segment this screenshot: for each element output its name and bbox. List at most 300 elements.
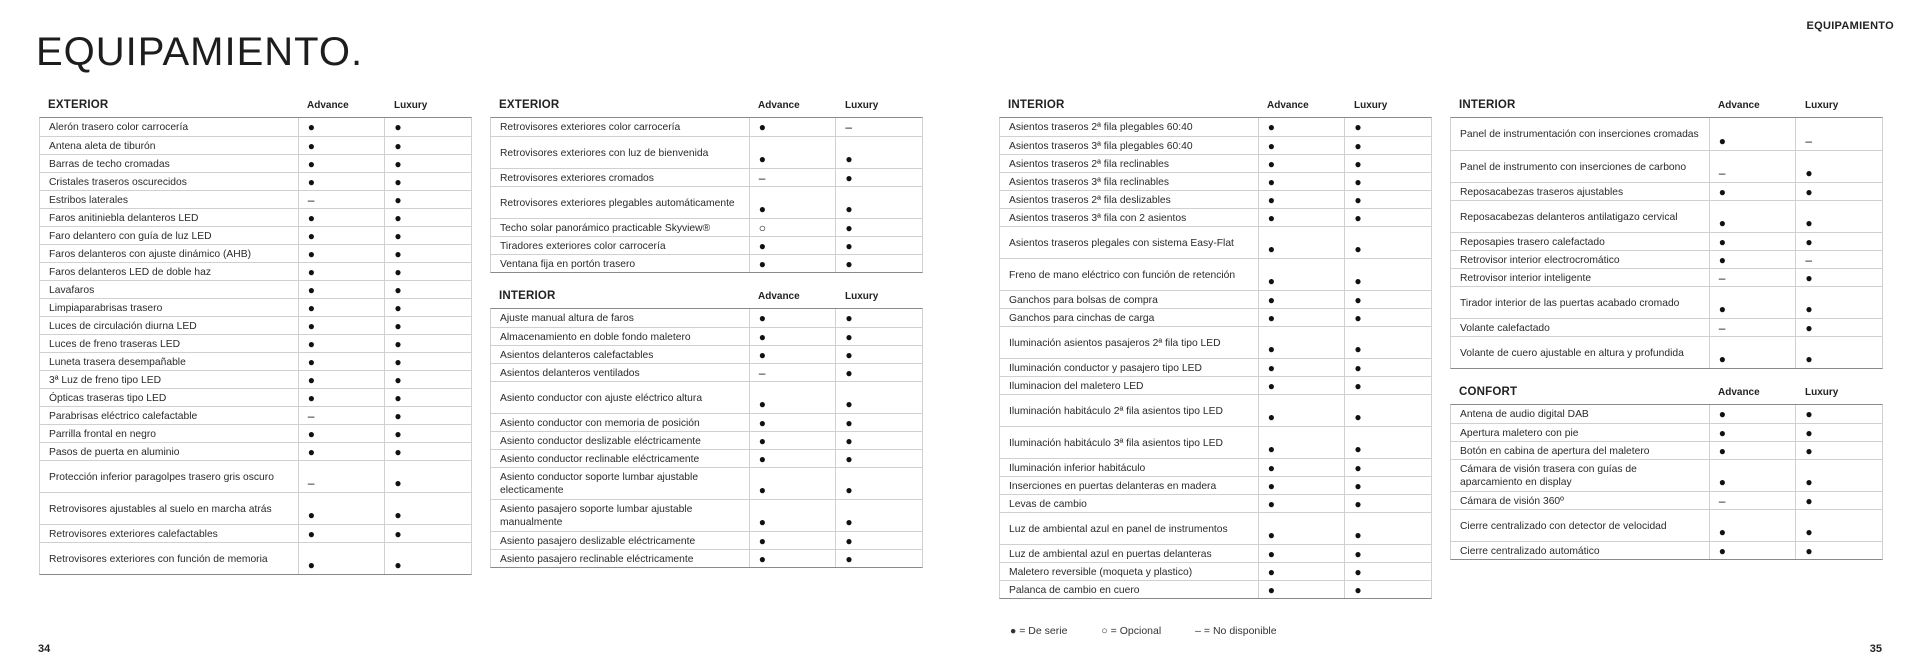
- advance-value: ●: [749, 187, 836, 218]
- feature-name: Iluminación asientos pasajeros 2ª fila tipo LED: [1009, 337, 1221, 349]
- advance-value: ●: [298, 425, 385, 442]
- advance-value: ●: [298, 137, 385, 154]
- advance-value: ●: [1709, 460, 1796, 491]
- feature-name: Asientos traseros 3ª fila reclinables: [1009, 176, 1170, 188]
- luxury-value: ●: [1795, 510, 1882, 541]
- advance-value: ●: [298, 209, 385, 226]
- luxury-value: ●: [1344, 495, 1431, 512]
- luxury-value: ●: [1344, 395, 1431, 426]
- advance-value: ●: [1709, 405, 1796, 423]
- luxury-value: ●: [1344, 477, 1431, 494]
- advance-value: ●: [1258, 137, 1345, 154]
- table-row: [1451, 441, 1882, 459]
- table-row: [1451, 286, 1882, 318]
- advance-value: ●: [298, 493, 385, 524]
- feature-name: Asientos traseros 2ª fila deslizables: [1009, 194, 1171, 206]
- luxury-value: ●: [384, 155, 471, 172]
- table-row: [1000, 308, 1431, 326]
- feature-name: Luces de circulación diurna LED: [49, 320, 197, 332]
- legend-standard: ● = De serie: [1010, 625, 1068, 637]
- luxury-value: ●: [1795, 233, 1882, 250]
- feature-name: Lavafaros: [49, 284, 95, 296]
- spec-section-interior: [1450, 95, 1883, 369]
- table-row: [1000, 154, 1431, 172]
- feature-name: Asiento pasajero deslizable eléctricamente: [500, 535, 696, 547]
- table-row: [1000, 562, 1431, 580]
- table-row: [1000, 118, 1431, 136]
- table-row: [40, 280, 471, 298]
- luxury-value: ●: [1795, 201, 1882, 232]
- feature-name: Cierre centralizado automático: [1460, 545, 1600, 557]
- feature-name: Tiradores exteriores color carrocería: [500, 240, 666, 252]
- feature-name: Ajuste manual altura de faros: [500, 313, 634, 324]
- advance-value: ●: [1258, 477, 1345, 494]
- spec-table: [39, 117, 472, 575]
- feature-name: Asiento conductor deslizable eléctricamente: [500, 435, 701, 447]
- luxury-value: ●: [835, 364, 922, 381]
- advance-value: ●: [1258, 227, 1345, 258]
- section-header-row: [490, 95, 923, 115]
- luxury-value: ●: [835, 328, 922, 345]
- section-header-row: [39, 95, 472, 115]
- table-row: [1000, 476, 1431, 494]
- luxury-value: ●: [384, 493, 471, 524]
- advance-value: ●: [298, 263, 385, 280]
- table-row: [491, 254, 922, 272]
- section-header-row: [1450, 95, 1883, 115]
- luxury-value: ●: [384, 209, 471, 226]
- table-row: [491, 363, 922, 381]
- advance-value: ●: [298, 335, 385, 352]
- feature-name: Asientos traseros 3ª fila con 2 asientos: [1009, 212, 1187, 224]
- advance-value: ●: [1709, 287, 1796, 318]
- column-header-advance: Advance: [307, 99, 349, 111]
- feature-name: Cristales traseros oscurecidos: [49, 176, 187, 188]
- advance-value: ●: [1258, 495, 1345, 512]
- feature-name: Cierre centralizado con detector de velocidad: [1460, 520, 1667, 532]
- table-row: [491, 549, 922, 567]
- feature-name: Faros anitiniebla delanteros LED: [49, 212, 199, 224]
- feature-name: Iluminacion del maletero LED: [1009, 380, 1144, 392]
- advance-value: –: [298, 461, 385, 492]
- table-row: [491, 327, 922, 345]
- column-header-luxury: Luxury: [845, 290, 879, 302]
- table-row: [491, 236, 922, 254]
- luxury-value: –: [1795, 251, 1882, 268]
- column-header-advance: Advance: [1267, 99, 1309, 111]
- advance-value: –: [298, 407, 385, 424]
- advance-value: ●: [1709, 424, 1796, 441]
- feature-name: Ganchos para bolsas de compra: [1009, 294, 1158, 306]
- feature-name: Palanca de cambio en cuero: [1009, 584, 1140, 596]
- advance-value: ●: [1258, 155, 1345, 172]
- section-title: INTERIOR: [1008, 99, 1065, 111]
- advance-value: ●: [749, 328, 836, 345]
- luxury-value: ●: [835, 237, 922, 254]
- feature-name: Asiento conductor reclinable eléctricamente: [500, 453, 700, 465]
- advance-value: ●: [1258, 513, 1345, 544]
- page-number-left: 34: [38, 643, 51, 655]
- table-row: [1451, 509, 1882, 541]
- advance-value: ●: [1258, 395, 1345, 426]
- feature-name: Luz de ambiental azul en panel de instrumentos: [1009, 523, 1228, 535]
- table-row: [40, 190, 471, 208]
- advance-value: ●: [298, 173, 385, 190]
- luxury-value: ●: [835, 255, 922, 272]
- luxury-value: –: [1795, 118, 1882, 150]
- table-row: [1451, 118, 1882, 150]
- table-row: [1000, 258, 1431, 290]
- feature-name: Apertura maletero con pie: [1460, 427, 1579, 439]
- luxury-value: ●: [384, 543, 471, 574]
- table-row: [40, 226, 471, 244]
- spec-table: [490, 308, 923, 568]
- luxury-value: ●: [835, 432, 922, 449]
- table-row: [1451, 250, 1882, 268]
- feature-name: Asiento pasajero soporte lumbar ajustable manualmente: [500, 504, 693, 528]
- column-header-luxury: Luxury: [1805, 386, 1839, 398]
- advance-value: –: [1709, 269, 1796, 286]
- advance-value: ●: [1258, 581, 1345, 598]
- column-header-advance: Advance: [758, 99, 800, 111]
- advance-value: ●: [1709, 542, 1796, 559]
- table-row: [1451, 423, 1882, 441]
- table-row: [491, 186, 922, 218]
- feature-name: Tirador interior de las puertas acabado cromado: [1460, 297, 1680, 309]
- advance-value: ●: [1258, 327, 1345, 358]
- luxury-value: ●: [1795, 183, 1882, 200]
- feature-name: Limpiaparabrisas trasero: [49, 302, 163, 314]
- luxury-value: ●: [384, 425, 471, 442]
- luxury-value: ●: [835, 187, 922, 218]
- luxury-value: ●: [1795, 151, 1882, 182]
- feature-name: Retrovisores ajustables al suelo en marcha atrás: [49, 503, 272, 515]
- table-row: [1451, 541, 1882, 559]
- feature-name: Antena aleta de tiburón: [49, 140, 156, 152]
- advance-value: ○: [749, 219, 836, 236]
- table-row: [491, 309, 922, 327]
- feature-name: Iluminación habitáculo 3ª fila asientos tipo LED: [1009, 437, 1223, 449]
- spec-column-2: [490, 95, 923, 581]
- table-row: [1451, 200, 1882, 232]
- luxury-value: ●: [1795, 405, 1882, 423]
- luxury-value: ●: [1344, 209, 1431, 226]
- luxury-value: ●: [1344, 513, 1431, 544]
- advance-value: –: [1709, 492, 1796, 509]
- feature-name: Iluminación inferior habitáculo: [1009, 462, 1146, 474]
- advance-value: ●: [298, 317, 385, 334]
- spec-section-exterior: [490, 95, 923, 273]
- table-row: [1451, 459, 1882, 491]
- table-row: [1000, 326, 1431, 358]
- advance-value: ●: [749, 468, 836, 499]
- feature-name: Parrilla frontal en negro: [49, 428, 157, 440]
- advance-value: ●: [1709, 183, 1796, 200]
- table-row: [40, 262, 471, 280]
- feature-name: Volante de cuero ajustable en altura y profundida: [1460, 347, 1684, 359]
- legend-not-available: – = No disponible: [1195, 625, 1277, 637]
- luxury-value: ●: [1344, 173, 1431, 190]
- luxury-value: ●: [835, 219, 922, 236]
- advance-value: ●: [749, 382, 836, 413]
- advance-value: ●: [749, 237, 836, 254]
- luxury-value: ●: [384, 461, 471, 492]
- feature-name: Retrovisores exteriores color carrocería: [500, 122, 681, 133]
- column-header-advance: Advance: [1718, 386, 1760, 398]
- advance-value: ●: [1258, 427, 1345, 458]
- luxury-value: –: [835, 118, 922, 136]
- feature-name: Cámara de visión trasera con guías de aparcamiento en display: [1460, 464, 1637, 488]
- advance-value: ●: [749, 346, 836, 363]
- advance-value: ●: [749, 450, 836, 467]
- table-row: [40, 208, 471, 226]
- feature-name: Asientos traseros 2ª fila reclinables: [1009, 158, 1170, 170]
- feature-name: Faro delantero con guía de luz LED: [49, 230, 212, 242]
- table-row: [40, 136, 471, 154]
- feature-name: Pasos de puerta en aluminio: [49, 446, 180, 458]
- feature-name: Asientos traseros 3ª fila plegables 60:40: [1009, 140, 1193, 152]
- feature-name: Retrovisores exteriores con función de memoria: [49, 553, 268, 565]
- advance-value: ●: [1709, 251, 1796, 268]
- feature-name: Retrovisor interior inteligente: [1460, 272, 1592, 284]
- table-row: [1000, 172, 1431, 190]
- luxury-value: ●: [1344, 581, 1431, 598]
- luxury-value: ●: [835, 500, 922, 531]
- luxury-value: ●: [1344, 291, 1431, 308]
- feature-name: Faros delanteros LED de doble haz: [49, 266, 211, 278]
- spec-table: [1450, 404, 1883, 560]
- feature-name: Reposacabezas traseros ajustables: [1460, 186, 1624, 198]
- advance-value: ●: [298, 353, 385, 370]
- table-row: [1000, 136, 1431, 154]
- feature-name: Asiento conductor con memoria de posición: [500, 417, 700, 429]
- feature-name: Panel de instrumento con inserciones de carbono: [1460, 161, 1687, 173]
- feature-name: Asientos delanteros calefactables: [500, 349, 654, 361]
- feature-name: Asiento conductor con ajuste eléctrico altura: [500, 392, 703, 404]
- table-row: [1451, 336, 1882, 368]
- section-title: CONFORT: [1459, 386, 1518, 398]
- luxury-value: ●: [1795, 269, 1882, 286]
- luxury-value: ●: [1344, 359, 1431, 376]
- luxury-value: ●: [835, 550, 922, 567]
- luxury-value: ●: [384, 443, 471, 460]
- advance-value: ●: [1258, 259, 1345, 290]
- feature-name: Retrovisores exteriores calefactables: [49, 528, 218, 540]
- luxury-value: ●: [1344, 545, 1431, 562]
- advance-value: ●: [298, 389, 385, 406]
- table-row: [491, 449, 922, 467]
- legend: [1010, 625, 1277, 637]
- table-row: [40, 460, 471, 492]
- table-row: [1000, 426, 1431, 458]
- feature-name: Asiento conductor soporte lumbar ajustable electicamente: [500, 472, 699, 496]
- feature-name: Barras de techo cromadas: [49, 158, 170, 170]
- advance-value: ●: [298, 299, 385, 316]
- luxury-value: ●: [1795, 424, 1882, 441]
- luxury-value: ●: [835, 468, 922, 499]
- table-row: [1000, 290, 1431, 308]
- feature-name: Volante calefactado: [1460, 322, 1550, 334]
- advance-value: –: [1709, 319, 1796, 336]
- table-row: [491, 345, 922, 363]
- advance-value: –: [749, 364, 836, 381]
- feature-name: Luz de ambiental azul en puertas delanteras: [1009, 548, 1212, 560]
- advance-value: ●: [1258, 309, 1345, 326]
- section-title: EXTERIOR: [499, 99, 560, 111]
- luxury-value: ●: [1795, 287, 1882, 318]
- table-row: [491, 218, 922, 236]
- advance-value: ●: [298, 443, 385, 460]
- table-row: [1000, 494, 1431, 512]
- feature-name: Parabrisas eléctrico calefactable: [49, 410, 198, 422]
- luxury-value: ●: [835, 414, 922, 431]
- feature-name: Freno de mano eléctrico con función de retención: [1009, 269, 1236, 281]
- feature-name: Retrovisor interior electrocromático: [1460, 254, 1620, 266]
- section-title: INTERIOR: [1459, 99, 1516, 111]
- table-row: [40, 244, 471, 262]
- column-header-luxury: Luxury: [394, 99, 428, 111]
- table-row: [491, 531, 922, 549]
- feature-name: Inserciones en puertas delanteras en madera: [1009, 480, 1217, 492]
- luxury-value: ●: [1795, 542, 1882, 559]
- feature-name: Retrovisores exteriores plegables automáticamente: [500, 197, 735, 209]
- feature-name: Protección inferior paragolpes trasero gris oscuro: [49, 471, 274, 483]
- luxury-value: ●: [835, 382, 922, 413]
- advance-value: ●: [749, 309, 836, 327]
- feature-name: Reposapies trasero calefactado: [1460, 236, 1605, 248]
- luxury-value: ●: [384, 245, 471, 262]
- table-row: [1000, 358, 1431, 376]
- spec-column-1: [39, 95, 472, 588]
- feature-name: Antena de audio digital DAB: [1460, 409, 1589, 420]
- table-row: [1000, 376, 1431, 394]
- advance-value: ●: [1258, 209, 1345, 226]
- table-row: [40, 334, 471, 352]
- feature-name: Estribos laterales: [49, 194, 128, 206]
- feature-name: Maletero reversible (moqueta y plastico): [1009, 566, 1193, 578]
- luxury-value: ●: [1795, 442, 1882, 459]
- table-row: [40, 424, 471, 442]
- table-row: [40, 542, 471, 574]
- advance-value: ●: [1258, 359, 1345, 376]
- advance-value: ●: [1709, 510, 1796, 541]
- column-header-luxury: Luxury: [1354, 99, 1388, 111]
- luxury-value: ●: [384, 118, 471, 136]
- luxury-value: ●: [835, 309, 922, 327]
- advance-value: ●: [298, 543, 385, 574]
- advance-value: ●: [749, 414, 836, 431]
- luxury-value: ●: [384, 281, 471, 298]
- column-header-advance: Advance: [758, 290, 800, 302]
- table-row: [1451, 318, 1882, 336]
- feature-name: Levas de cambio: [1009, 498, 1087, 510]
- table-row: [1000, 190, 1431, 208]
- advance-value: ●: [1258, 291, 1345, 308]
- luxury-value: ●: [384, 525, 471, 542]
- feature-name: Retrovisores exteriores con luz de bienvenida: [500, 147, 709, 159]
- luxury-value: ●: [1344, 459, 1431, 476]
- table-row: [40, 524, 471, 542]
- feature-name: Ventana fija en portón trasero: [500, 258, 636, 270]
- table-row: [1451, 232, 1882, 250]
- table-row: [40, 406, 471, 424]
- table-row: [1451, 182, 1882, 200]
- advance-value: ●: [1709, 442, 1796, 459]
- advance-value: ●: [749, 137, 836, 168]
- feature-name: Luneta trasera desempañable: [49, 356, 186, 368]
- table-row: [491, 467, 922, 499]
- table-row: [40, 172, 471, 190]
- luxury-value: ●: [384, 389, 471, 406]
- table-row: [1451, 268, 1882, 286]
- table-row: [491, 431, 922, 449]
- section-title: EXTERIOR: [48, 99, 109, 111]
- table-row: [1000, 580, 1431, 598]
- spec-table: [490, 117, 923, 273]
- feature-name: Techo solar panorámico practicable Skyview®: [500, 222, 711, 234]
- table-row: [40, 118, 471, 136]
- advance-value: ●: [298, 281, 385, 298]
- spec-column-4: [1450, 95, 1883, 573]
- section-header-row: [490, 286, 923, 306]
- luxury-value: ●: [1344, 309, 1431, 326]
- advance-value: ●: [298, 371, 385, 388]
- luxury-value: ●: [384, 335, 471, 352]
- luxury-value: ●: [384, 371, 471, 388]
- luxury-value: ●: [1344, 137, 1431, 154]
- advance-value: ●: [298, 525, 385, 542]
- table-row: [491, 499, 922, 531]
- section-header-row: [999, 95, 1432, 115]
- advance-value: –: [298, 191, 385, 208]
- table-row: [1000, 458, 1431, 476]
- luxury-value: ●: [384, 353, 471, 370]
- column-header-advance: Advance: [1718, 99, 1760, 111]
- luxury-value: ●: [1344, 563, 1431, 580]
- advance-value: ●: [298, 118, 385, 136]
- feature-name: Ganchos para cinchas de carga: [1009, 312, 1155, 324]
- table-row: [491, 118, 922, 136]
- luxury-value: ●: [384, 227, 471, 244]
- feature-name: Alerón trasero color carrocería: [49, 122, 189, 133]
- luxury-value: ●: [384, 137, 471, 154]
- luxury-value: ●: [835, 137, 922, 168]
- feature-name: Asiento pasajero reclinable eléctricamente: [500, 553, 694, 565]
- feature-name: 3ª Luz de freno tipo LED: [49, 374, 161, 386]
- spec-section-confort: [1450, 382, 1883, 560]
- advance-value: –: [749, 169, 836, 186]
- luxury-value: ●: [1795, 460, 1882, 491]
- legend-optional: ○ = Opcional: [1101, 625, 1162, 637]
- advance-value: –: [1709, 151, 1796, 182]
- advance-value: ●: [1258, 459, 1345, 476]
- advance-value: ●: [298, 245, 385, 262]
- table-row: [491, 168, 922, 186]
- luxury-value: ●: [384, 173, 471, 190]
- feature-name: Ópticas traseras tipo LED: [49, 392, 167, 404]
- feature-name: Faros delanteros con ajuste dinámico (AHB): [49, 248, 252, 260]
- feature-name: Botón en cabina de apertura del maletero: [1460, 445, 1650, 457]
- feature-name: Iluminación conductor y pasajero tipo LED: [1009, 362, 1202, 374]
- advance-value: ●: [749, 118, 836, 136]
- feature-name: Almacenamiento en doble fondo maletero: [500, 331, 691, 343]
- page-title: EQUIPAMIENTO.: [36, 30, 364, 74]
- luxury-value: ●: [1344, 259, 1431, 290]
- advance-value: ●: [749, 500, 836, 531]
- feature-name: Asientos traseros 2ª fila plegables 60:40: [1009, 122, 1193, 133]
- luxury-value: ●: [1344, 227, 1431, 258]
- table-row: [40, 492, 471, 524]
